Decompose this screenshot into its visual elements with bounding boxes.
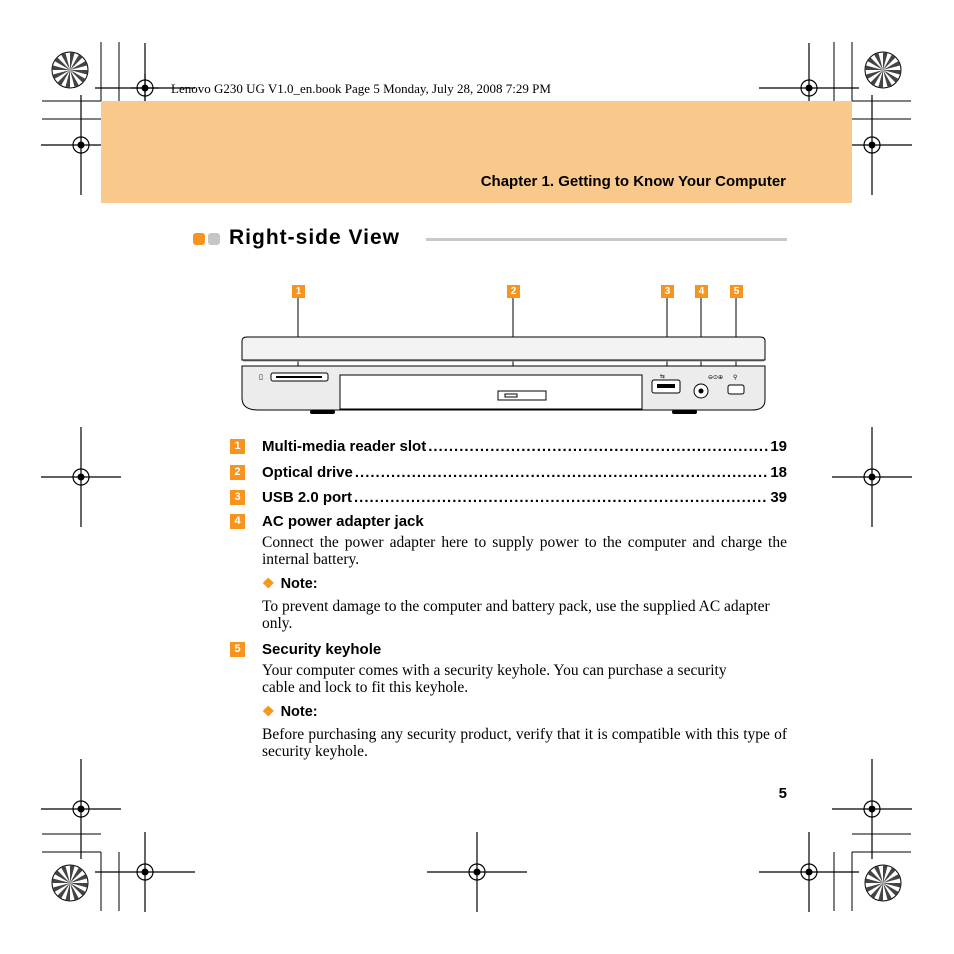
- note-label: Note:: [280, 704, 318, 720]
- callout-4: 4: [695, 285, 708, 298]
- dot-leader: [354, 489, 768, 506]
- item-heading: Security keyhole: [262, 641, 382, 658]
- callout-3: 3: [661, 285, 674, 298]
- slug-line: Lenovo G230 UG V1.0_en.book Page 5 Monday, July 28, 2008 7:29 PM: [171, 81, 551, 96]
- svg-text:▯: ▯: [259, 373, 263, 381]
- item-number: 2: [230, 465, 245, 480]
- note-diamond-icon: ❖: [262, 703, 275, 719]
- note-label-row: [262, 575, 318, 592]
- item-label: USB 2.0 port: [262, 489, 353, 506]
- callout-2: 2: [507, 285, 520, 298]
- callout-1: 1: [292, 285, 305, 298]
- note-diamond-icon: ❖: [262, 575, 275, 591]
- note-label: Note:: [280, 576, 318, 592]
- item-label: Multi-media reader slot: [262, 438, 427, 455]
- section-title: Right-side View: [229, 226, 400, 249]
- chapter-title: Chapter 1. Getting to Know Your Computer: [480, 173, 786, 190]
- item-label: Optical drive: [262, 464, 353, 481]
- item-number: 4: [230, 514, 245, 529]
- page-ref: 18: [770, 464, 787, 481]
- item-description: Your computer comes with a security keyhole. You can purchase a security cable and lock to fit this keyhole.: [262, 662, 727, 696]
- svg-text:⇆: ⇆: [660, 373, 666, 380]
- note-text: Before purchasing any security product, verify that it is compatible with this type of security keyhole.: [262, 726, 787, 760]
- item-heading: AC power adapter jack: [262, 513, 424, 530]
- svg-text:⚲: ⚲: [733, 374, 738, 381]
- page-number: 5: [778, 785, 787, 802]
- dot-leader: [355, 464, 768, 481]
- svg-text:⊖⊙⊕: ⊖⊙⊕: [708, 374, 724, 381]
- note-label-row: [262, 703, 318, 720]
- callout-5: 5: [730, 285, 743, 298]
- item-number: 1: [230, 439, 245, 454]
- page-ref: 39: [770, 489, 787, 506]
- item-number: 3: [230, 490, 245, 505]
- page-ref: 19: [770, 438, 787, 455]
- item-description: Connect the power adapter here to supply power to the computer and charge the internal battery.: [262, 534, 787, 568]
- item-number: 5: [230, 642, 245, 657]
- note-text: To prevent damage to the computer and battery pack, use the supplied AC adapter only.: [262, 598, 770, 632]
- dot-leader: [428, 438, 768, 455]
